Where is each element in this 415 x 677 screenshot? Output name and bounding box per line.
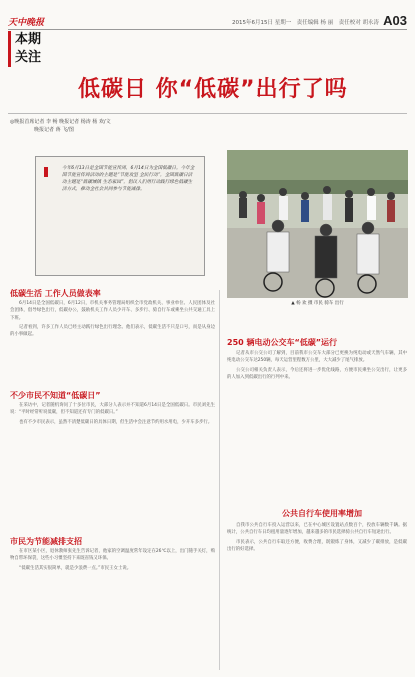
section-3-paragraph: “低碳生活其实很简单，就是少浪费一点。”市民王女士说。 [19, 565, 132, 571]
photo-caption: ▲ 杨 欢 摄 市民 骑车 出行 [291, 301, 344, 306]
section-5-paragraph: 自我市公共自行车投入运营以来，已在中心城区设置站点数百个，投放车辆数千辆。据统计，公共自行车日均租用量逐年增加，越来越多的市民选择骑公共自行车短途出行。 [227, 523, 407, 536]
cyclists-photo-illustration [227, 150, 408, 298]
section-label-line1: 本期 [15, 32, 42, 47]
header-rule [8, 29, 407, 30]
section-5-title: 公共自行车使用率增加 [282, 509, 362, 518]
quote-mark-icon [44, 167, 54, 177]
section-brand [8, 15, 54, 67]
page-headline: 低碳日 你“低碳”出行了吗 [78, 77, 348, 102]
section-2-paragraph: 也有不少市民表示，虽然不清楚低碳日的具体日期，但生活中会注意节约用水用电，少开车多步行。 [19, 419, 213, 425]
section-label-line2: 关注 [15, 50, 42, 65]
section-3-body [10, 548, 215, 574]
byline-line2: 晚报记者 蒋 飞/图 [34, 127, 74, 133]
byline [10, 118, 210, 134]
news-photo [227, 150, 408, 298]
section-1-title: 低碳生活 工作人员做表率 [10, 289, 101, 298]
section-3-title: 市民为节能减排支招 [10, 537, 82, 546]
section-4-body [227, 350, 407, 383]
section-5-paragraph: 市民表示，公共自行车取还方便，收费合理，既锻炼了身体，又减少了碳排放，是低碳出行的好选择。 [227, 539, 407, 552]
section-5-body [227, 522, 407, 555]
issue-info: 2015年6月15日 星期一 责任编辑 杨 丽 责任校对 胡永涛 [232, 20, 379, 26]
section-1-paragraph: 6月14日是全国低碳日，6月12日，市机关事务管理局组织全市党政机关、事业单位、人民团体及社会团体，倡导绿色出行，低碳办公，鼓励机关工作人员少开车、多步行、骑自行车或乘坐公共交通工具上下班。 [10, 301, 215, 321]
section-4-paragraph: 记者从市公交公司了解到，目前我市公交车大部分已更换为纯电动或天然气车辆，其中纯电动公交车达250辆，每天运营里程数万公里，大大减少了尾气排放。 [227, 351, 407, 364]
section-1-body [10, 300, 215, 340]
headline-rule [8, 113, 407, 114]
section-4-paragraph: 公交公司相关负责人表示，今后还将进一步优化线路，方便市民乘坐公交出行，让更多的人加入到低碳出行的行列中来。 [227, 367, 407, 380]
intro-quote-text: 今年6月13日是全国节能宣传周，6月14日为全国低碳日。今年全国节能宣传周活动的主题是“节能攻坚 全民行动”，全国低碳日活动主题是“低碳城镇 生态家园”，倡议人们用行动践行绿色低碳生活方式，推动全社会共同参与节能减排。 [62, 166, 195, 192]
page-number: A03 [383, 13, 407, 28]
section-2-paragraph: 在采访中，记者随机询问了十多位市民，大部分人表示并不知道6月14日是全国低碳日。市民刘先生说：“平时经常听说低碳，但不知道还有专门的低碳日。” [10, 403, 215, 416]
intro-quote-box [35, 156, 205, 276]
section-2-body [10, 402, 215, 428]
column-divider [219, 290, 220, 670]
byline-line1: ◎晚报首席记者 李 畅 晚报记者 杨涛 杨 欢/文 [10, 119, 111, 125]
section-4-title: 250 辆电动公交车“低碳”运行 [227, 338, 337, 347]
section-3-paragraph: 在市区某小区，退休教师张先生告诉记者，他家的空调温度常年设定在26℃以上，出门随手关灯，购物自带环保袋，这些小习惯坚持下来既省钱又环保。 [10, 549, 215, 562]
section-label [8, 31, 59, 67]
section-2-title: 不少市民不知道“低碳日” [10, 391, 101, 400]
section-1-paragraph: 记者看到，许多工作人员已经主动践行绿色出行理念。他们表示，低碳生活不只是口号，而是从身边的小事做起。 [10, 324, 215, 338]
newspaper-logo: 天中晚报 [8, 18, 45, 28]
